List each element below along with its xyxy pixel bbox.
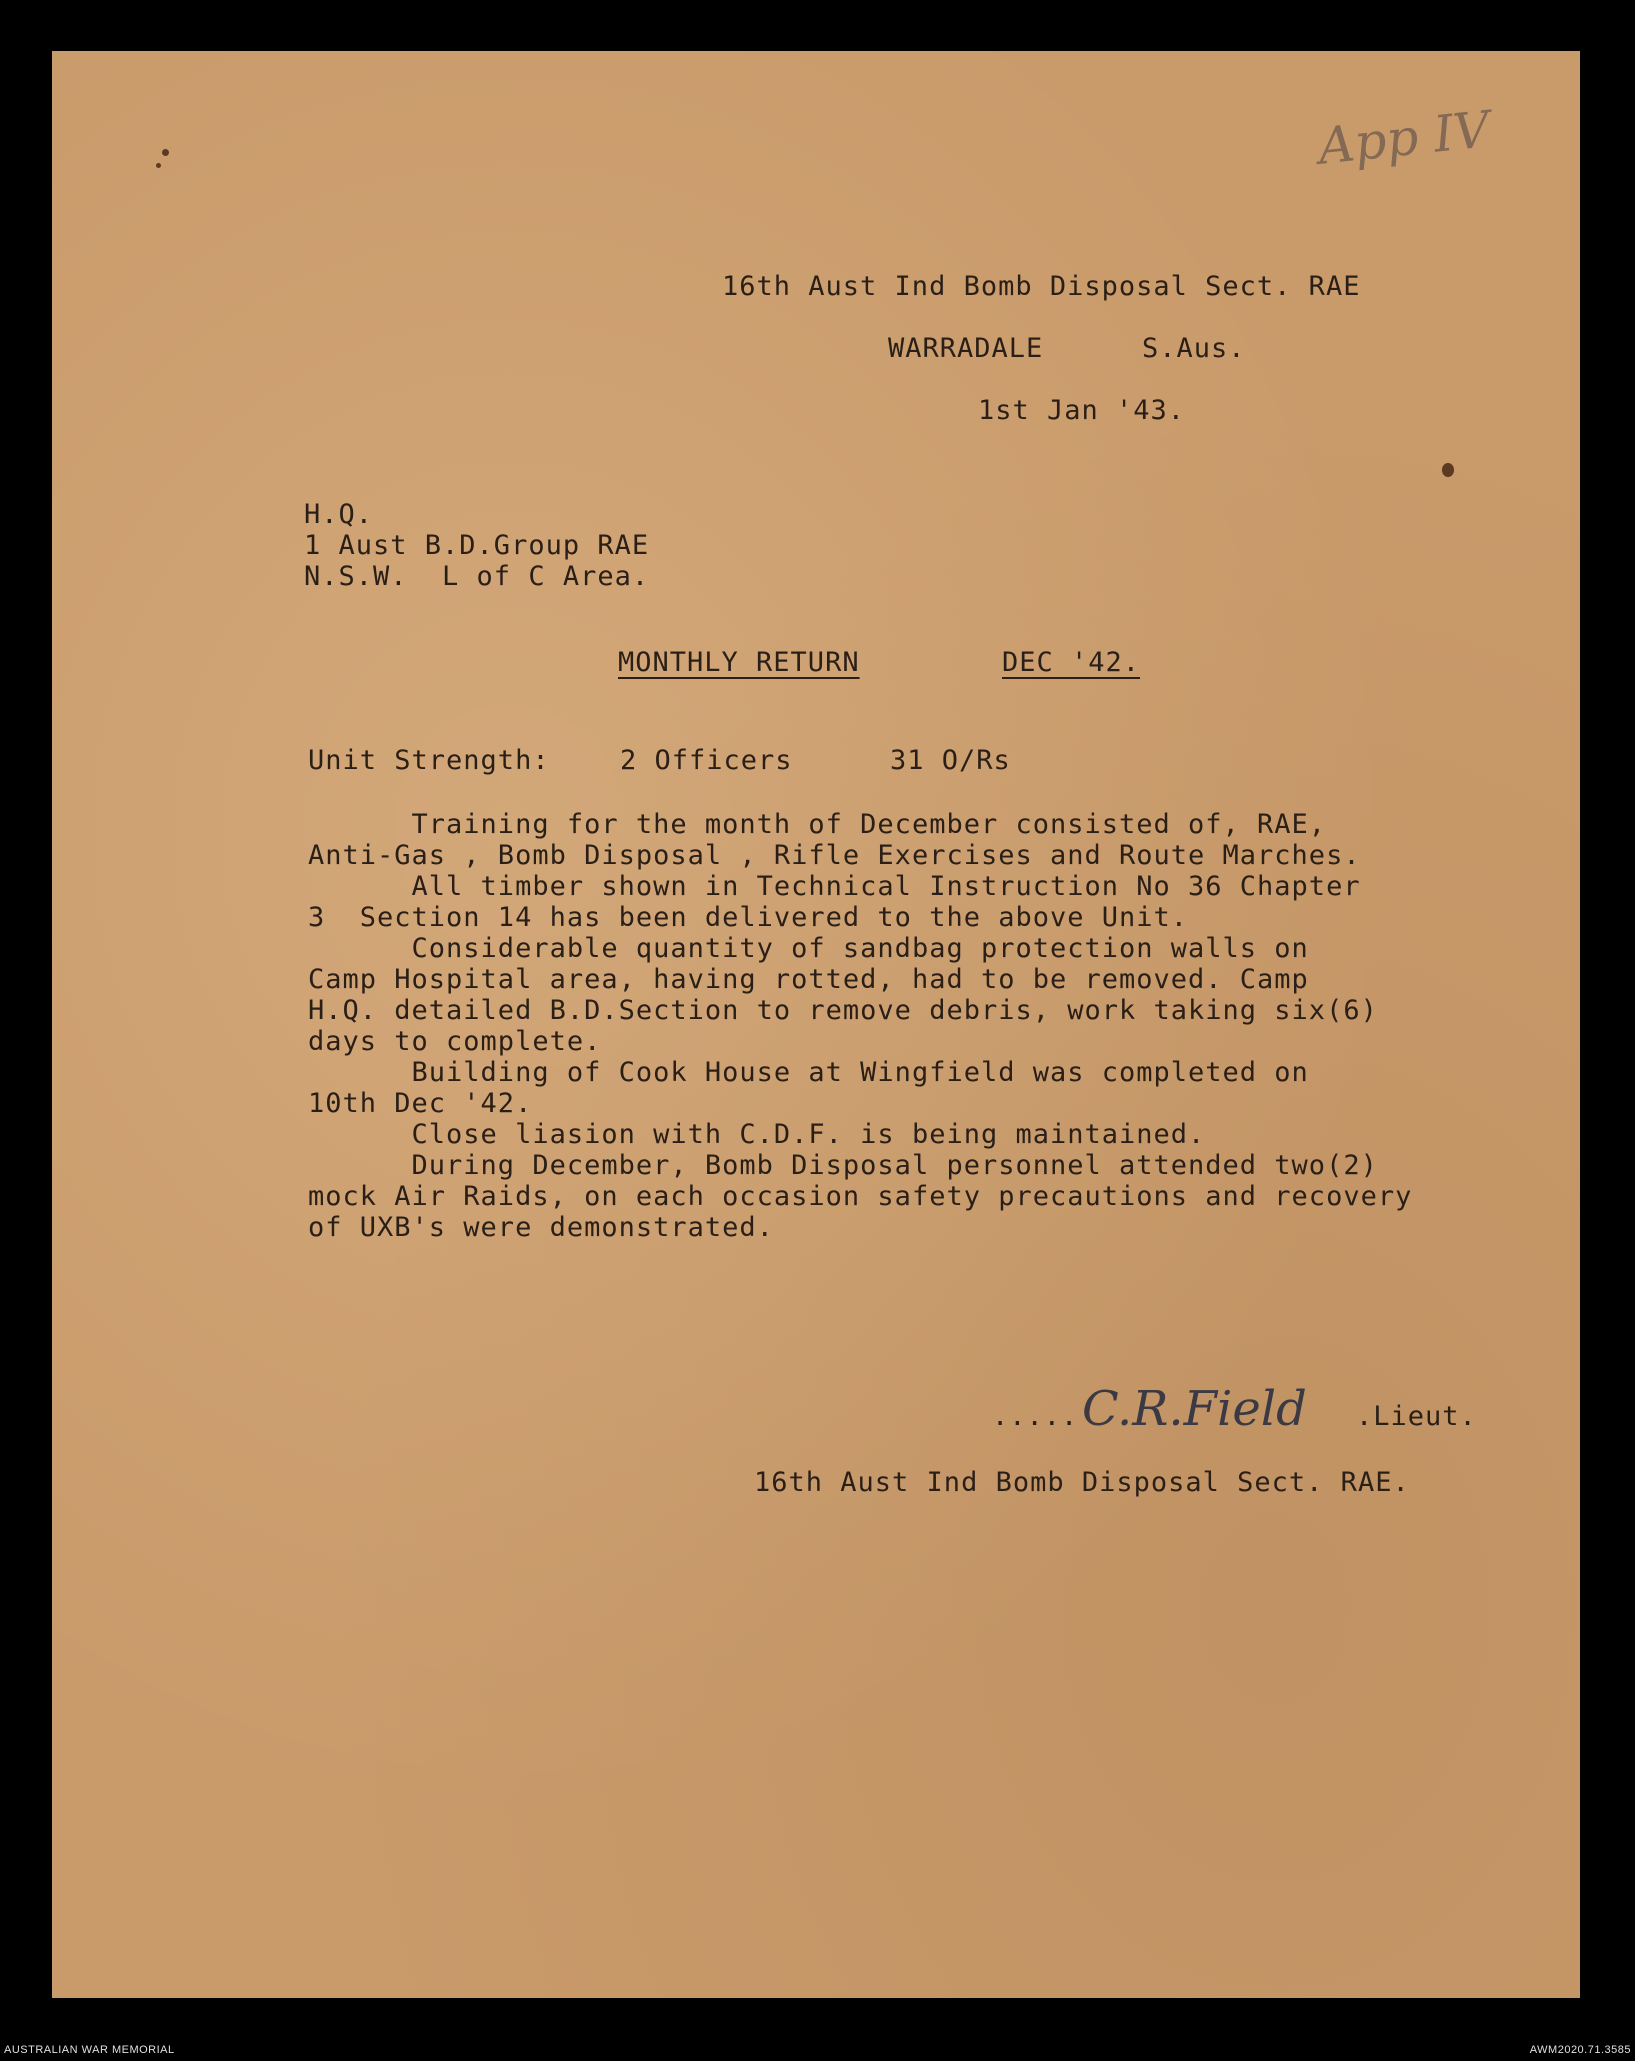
body-line: Building of Cook House at Wingfield was completed on (308, 1057, 1309, 1088)
body-line: 10th Dec '42. (308, 1088, 533, 1119)
body-line: Close liasion with C.D.F. is being maintained. (308, 1119, 1206, 1150)
report-period: DEC '42. (1002, 647, 1141, 678)
header-date: 1st Jan '43. (978, 395, 1186, 426)
signature-unit: 16th Aust Ind Bomb Disposal Sect. RAE. (754, 1467, 1410, 1498)
footer-reference: AWM2020.71.3585 (1529, 2044, 1631, 2056)
body-line: Anti-Gas , Bomb Disposal , Rifle Exercises and Route Marches. (308, 840, 1361, 871)
ink-mark (156, 163, 161, 168)
header-location: WARRADALE (888, 333, 1044, 364)
signature-dots: ..... (992, 1401, 1079, 1432)
body-line: 3 Section 14 has been delivered to the above Unit. (308, 902, 1189, 933)
addressee-line-3: N.S.W. L of C Area. (304, 561, 650, 592)
body-line: mock Air Raids, on each occasion safety precautions and recovery (308, 1181, 1413, 1212)
body-line: H.Q. detailed B.D.Section to remove debris, work taking six(6) (308, 995, 1378, 1026)
strength-officers: 2 Officers (620, 745, 793, 776)
body-line: All timber shown in Technical Instruction No 36 Chapter (308, 871, 1361, 902)
body-line: days to complete. (308, 1026, 602, 1057)
body-line: During December, Bomb Disposal personnel attended two(2) (308, 1150, 1378, 1181)
strength-label: Unit Strength: (308, 745, 550, 776)
handwritten-signature: C.R.Field (1082, 1381, 1307, 1437)
strength-other-ranks: 31 O/Rs (890, 745, 1011, 776)
body-line: Considerable quantity of sandbag protection walls on (308, 933, 1309, 964)
body-line: Camp Hospital area, having rotted, had to be removed. Camp (308, 964, 1309, 995)
ink-mark (162, 149, 169, 156)
addressee-line-1: H.Q. (304, 499, 374, 530)
ink-spot (1442, 463, 1454, 477)
signature-rank: .Lieut. (1356, 1401, 1477, 1432)
body-line: of UXB's were demonstrated. (308, 1212, 774, 1243)
addressee-line-2: 1 Aust B.D.Group RAE (304, 530, 650, 561)
footer-archive-name: AUSTRALIAN WAR MEMORIAL (4, 2044, 175, 2056)
report-title: MONTHLY RETURN (618, 647, 860, 678)
document-page (52, 51, 1580, 1998)
header-state: S.Aus. (1142, 333, 1246, 364)
handwritten-annotation: App IV (1315, 100, 1493, 176)
header-unit: 16th Aust Ind Bomb Disposal Sect. RAE (722, 271, 1361, 302)
body-line: Training for the month of December consisted of, RAE, (308, 809, 1327, 840)
